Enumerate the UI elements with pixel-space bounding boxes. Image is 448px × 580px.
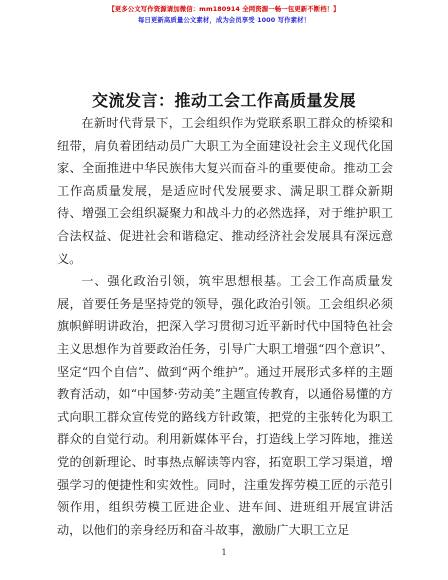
document-title: 交流发言：推动工会工作高质量发展: [91, 91, 356, 110]
promo-banner: [0, 4, 448, 26]
paragraph-section-1: 一、强化政治引领，筑牢思想根基。工会工作高质量发展，首要任务是坚持党的领导，强化政治引领。工会组织必须旗帜鲜明讲政治，把深入学习贯彻习近平新时代中国特色社会主义思想作为首要政治任务，引导广大职工增强“四个意识”、坚定“四个自信”、做到“两个维护”。通过开展形式多样的主题教育活动，如“中国梦·劳动美”主题宣传教育，以通俗易懂的方式向职工群众宣传党的路线方针政策，把党的主张转化为职工群众的自觉行动。利用新媒体平台，打造线上学习阵地，推送党的创新理论、时事热点解读等内容，拓宽职工学习渠道，增强学习的便捷性和实效性。同时，注重发挥劳模工匠的示范引领作用，组织劳模工匠进企业、进车间、进班组开展宣讲活动，以他们的亲身经历和奋斗故事，激励广大职工立足: [57, 274, 393, 537]
page-number: 1: [221, 548, 227, 557]
paragraph-intro: 在新时代背景下，工会组织作为党联系职工群众的桥梁和纽带，肩负着团结动员广大职工为全面建设社会主义现代化国家、全面推进中华民族伟大复兴而奋斗的重要使命。推动工会工作高质量发展，是适应时代发展要求、满足职工群众新期待、增强工会组织凝聚力和战斗力的必然选择，对于维护职工合法权益、促进社会和谐稳定、推动经济社会发展具有深远意义。: [57, 116, 393, 266]
promo-banner-line-2: 每日更新高质量公文素材，成为会员享受 1000 写作素材！: [137, 16, 311, 24]
document-body: [57, 112, 393, 541]
promo-banner-line-1: 【更多公文写作资源请加微信：mm180914 全网资源一畅一包更新不断档！】: [108, 5, 340, 13]
